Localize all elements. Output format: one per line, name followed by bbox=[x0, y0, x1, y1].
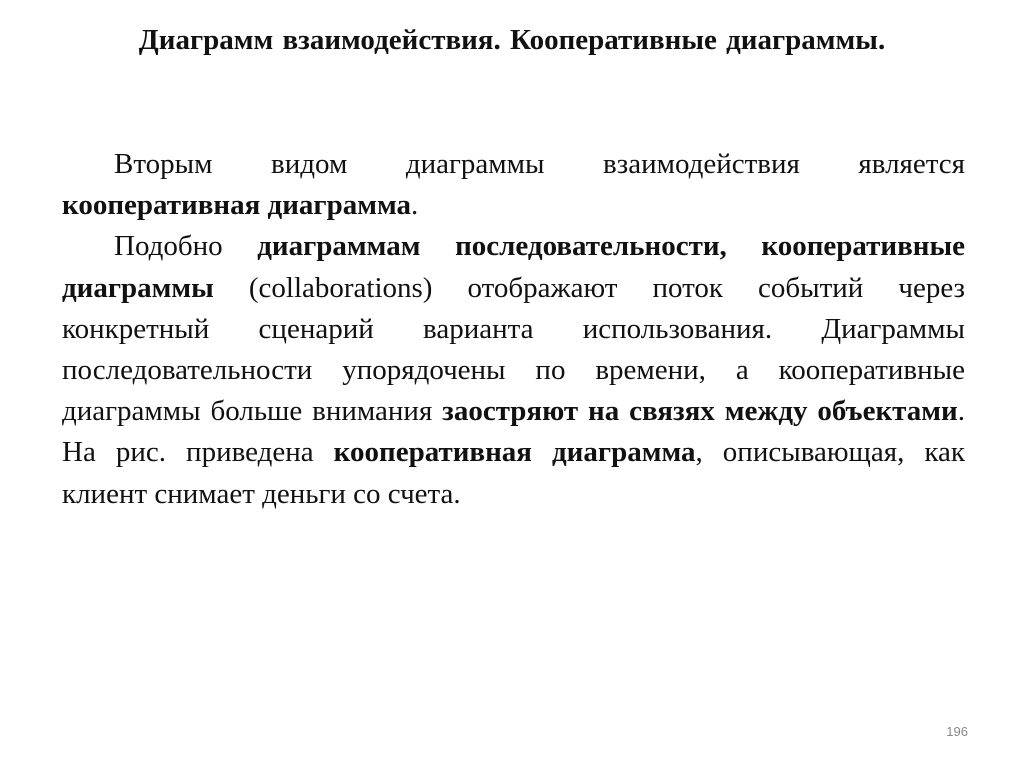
paragraph-2-text-4: , описывающая, как клиент снимает деньги со счета. bbox=[62, 436, 965, 510]
paragraph-2-bold-3: кооперативная диаграмма bbox=[333, 436, 696, 469]
paragraph-2-bold-1: диаграммам последовательности, кооперативные диаграммы bbox=[62, 230, 965, 304]
paragraph-1 bbox=[62, 144, 965, 226]
paragraph-1-text-2: . bbox=[411, 189, 419, 222]
paragraph-2-text-1: Подобно bbox=[114, 230, 258, 263]
paragraph-2-bold-2: заостряют на связях между объектами bbox=[442, 395, 958, 428]
paragraph-2 bbox=[62, 226, 965, 514]
paragraph-2-text-2: (collaborations) отображают поток событий через конкретный сценарий варианта использования. Диаграммы последовательности упорядочены по времени, а кооперативные диаграммы больше внимания bbox=[62, 271, 965, 428]
paragraph-1-bold-1: кооперативная диаграмма bbox=[62, 189, 412, 222]
paragraph-2-text-3: . На рис. приведена bbox=[62, 395, 965, 469]
paragraph-1-text-1: Вторым видом диаграммы взаимодействия является bbox=[114, 148, 965, 180]
slide-title: Диаграмм взаимодействия. Кооперативные диаграммы. bbox=[138, 24, 886, 56]
page-number: 196 bbox=[946, 724, 968, 739]
slide-body bbox=[62, 144, 965, 515]
